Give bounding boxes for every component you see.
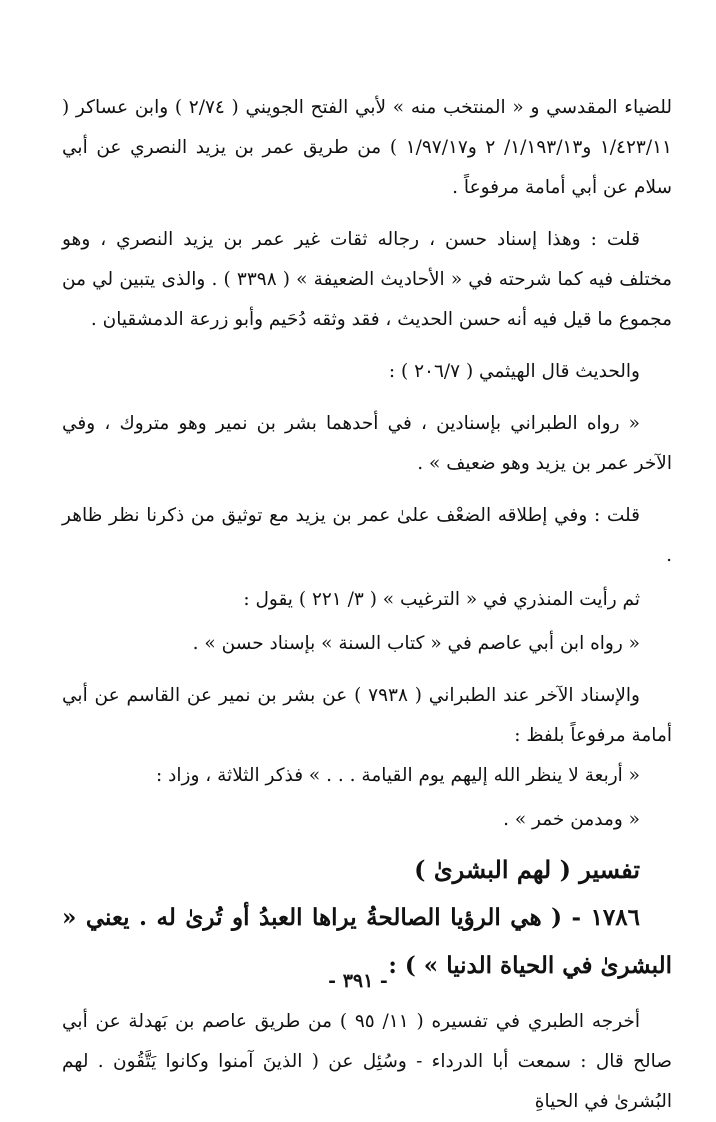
hadith-text: ١٧٨٦ - ( هي الرؤيا الصالحةُ يراها العبدُ أو تُرىٰ له . يعني « البشرىٰ في الحياة الدنيا » ) : (62, 904, 672, 979)
paragraph-isnad-akhar: والإسناد الآخر عند الطبراني ( ٧٩٣٨ ) عن بشر بن نمير عن القاسم عن أبي أمامة مرفوعاً بلفظ : (62, 685, 672, 746)
quote-arbaa: « أربعة لا ينظر الله إليهم يوم القيامة . . . » فذكر الثلاثة ، وزاد : (156, 765, 640, 786)
paragraph-tabari: أخرجه الطبري في تفسيره ( ١١/ ٩٥ ) من طريق عاصم بن بَهدلة عن أبي صالح قال : سمعت أبا الدرداء - وسُئِل عن ( الذينَ آمنوا وكانوا يَتَّقُون . لهم البُشرىٰ في الحياةِ (62, 1011, 672, 1112)
quote-ibn-abi-asim: « رواه ابن أبي عاصم في « كتاب السنة » بإسناد حسن » . (192, 633, 640, 654)
paragraph-qult-hasan: قلت : وهذا إسناد حسن ، رجاله ثقات غير عمر بن يزيد النصري ، وهو مختلف فيه كما شرحته في « الأحاديث الضعيفة » ( ٣٣٩٨ ) . والذى يتبين لي من مجموع ما قيل فيه أنه حسن الحديث ، فقد وثقه دُحَيم وأبو زرعة الدمشقيان . (62, 229, 672, 330)
page-number: - ٣٩١ - (328, 970, 388, 992)
paragraph-mundhiri: ثم رأيت المنذري في « الترغيب » ( ٣/ ٢٢١ ) يقول : (243, 589, 640, 610)
paragraph-haythami: والحديث قال الهيثمي ( ٢٠٦/٧ ) : (388, 361, 640, 382)
section-heading: تفسير ( لهم البشرىٰ ) (414, 855, 640, 884)
paragraph-qult-daif: قلت : وفي إطلاقه الضعْف علىٰ عمر بن يزيد مع توثيق من ذكرنا نظر ظاهر . (62, 505, 672, 566)
paragraph-continuation: للضياء المقدسي و « المنتخب منه » لأبي الفتح الجويني ( ٢/٧٤ ) وابن عساكر ( ١/٤٢٣/١١ و١/١٩٣/١٣/ ٢ و١/٩٧/١٧ ) من طريق عمر بن يزيد النصري عن أبي سلام عن أبي أمامة مرفوعاً . (62, 97, 672, 198)
quote-mudmin: « ومدمن خمر » . (503, 809, 640, 830)
quote-tabarani: « رواه الطبراني بإسنادين ، في أحدهما بشر بن نمير وهو متروك ، وفي الآخر عمر بن يزيد وهو ضعيف » . (62, 413, 672, 474)
